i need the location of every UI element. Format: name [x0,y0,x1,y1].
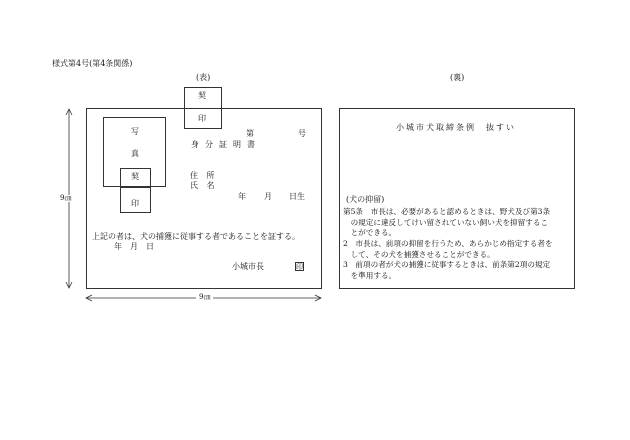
back-text-line: 2 市長は、前項の抑留を行うため、あらかじめ指定する者を [343,239,553,248]
back-text-line: 第5条 市長は、必要があると認めるときは、野犬及び第3条 [343,207,551,216]
back-text-line: を準用する。 [343,271,397,280]
back-text-line: とができる。 [343,228,397,237]
back-text-line: 3 前項の者が犬の捕獲に従事するときは、前条第2項の規定 [343,260,551,269]
certification-statement: 上記の者は、犬の捕獲に従事する者であることを証する。 [92,232,300,241]
birth-month: 月 [264,192,272,201]
birth-year: 年 [238,192,246,201]
top-seal-in: 印 [198,114,206,123]
number-dai: 第 [246,129,254,138]
mayor-label: 小城市長 [232,262,264,271]
form-title: 様式第4号(第4条関係) [52,59,133,68]
back-text-line: の規定に違反してけい留されていない飼い犬を抑留するこ [343,218,549,227]
dimension-vertical-label: 9㎝ [60,194,72,202]
top-seal-kei: 契 [198,91,206,100]
mayor-seal: 印 [296,263,303,271]
back-heading: (裏) [450,73,465,82]
photo-seal-in: 印 [131,199,139,208]
birth-day: 日生 [289,192,305,201]
photo-label-2: 真 [131,149,139,158]
dimension-horizontal-label: 9㎝ [196,294,213,301]
photo-label-1: 写 [131,127,139,136]
issue-date: 年 月 日 [114,242,154,251]
front-heading: (表) [196,73,211,82]
back-text-line: して、その犬を捕獲させることができる。 [343,250,495,259]
back-title: 小城市犬取締条例 抜すい [396,123,516,132]
certificate-title: 身分証明書 [191,140,261,149]
photo-seal-kei: 契 [131,172,139,181]
number-go: 号 [298,129,306,138]
name-label: 氏 名 [190,181,218,190]
back-section-caption: (犬の抑留) [346,195,385,204]
address-label: 住 所 [190,171,218,180]
